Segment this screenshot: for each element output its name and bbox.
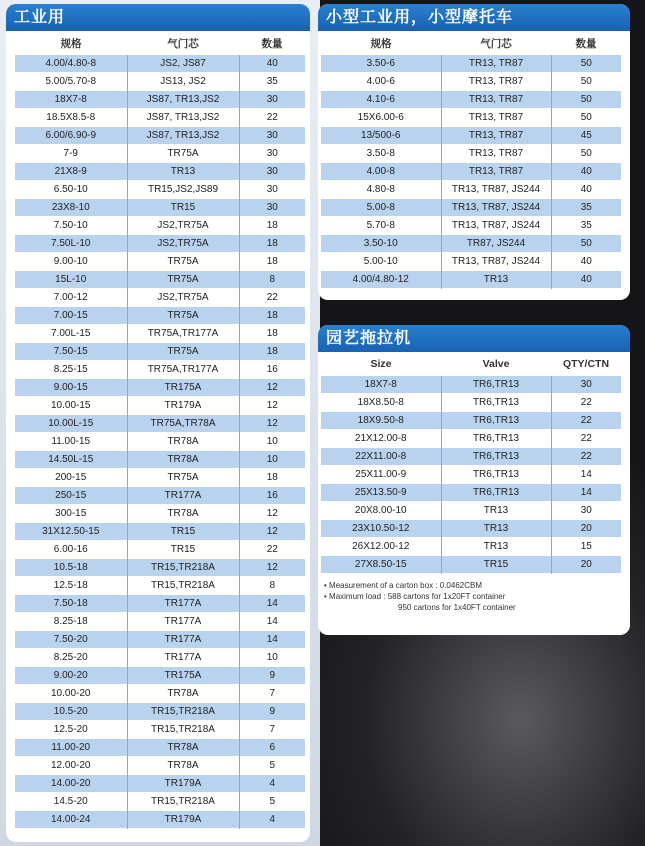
qty-cell: 10	[239, 649, 305, 667]
valve-cell: TR13, TR87, JS244	[441, 217, 551, 235]
qty-cell: 15	[551, 538, 621, 556]
size-cell: 250-15	[15, 487, 127, 505]
qty-cell: 4	[239, 811, 305, 829]
qty-cell: 12	[239, 379, 305, 397]
valve-cell: TR87, JS244	[441, 235, 551, 253]
garden-tractor-title: 园艺拖拉机	[318, 325, 630, 352]
table-row	[15, 613, 305, 631]
size-cell: 7.50L-10	[15, 235, 127, 253]
valve-cell: JS2,TR75A	[127, 289, 239, 307]
size-cell: 6.50-10	[15, 181, 127, 199]
valve-cell: TR15	[441, 556, 551, 574]
size-cell: 5.00/5.70-8	[15, 73, 127, 91]
valve-cell: TR13	[441, 520, 551, 538]
qty-cell: 14	[239, 595, 305, 613]
table-row	[15, 325, 305, 343]
qty-cell: 40	[551, 181, 621, 199]
max-load-note: • Maximum load : 588 cartons for 1x20FT container	[324, 592, 506, 601]
qty-cell: 22	[551, 394, 621, 412]
size-cell: 9.00-15	[15, 379, 127, 397]
qty-cell: 18	[239, 253, 305, 271]
garden-tractor-panel	[318, 325, 630, 635]
table-row	[321, 73, 621, 91]
size-cell: 3.50-6	[321, 55, 441, 73]
industrial-panel	[6, 4, 310, 842]
valve-cell: JS87, TR13,JS2	[127, 127, 239, 145]
col-header-qty: 数量	[261, 37, 283, 50]
qty-cell: 7	[239, 685, 305, 703]
size-cell: 27X8.50-15	[321, 556, 441, 574]
qty-cell: 40	[551, 163, 621, 181]
table-row	[321, 394, 621, 412]
size-cell: 5.00-8	[321, 199, 441, 217]
qty-cell: 8	[239, 271, 305, 289]
qty-cell: 40	[239, 55, 305, 73]
size-cell: 6.00-16	[15, 541, 127, 559]
table-row	[15, 415, 305, 433]
size-cell: 14.00-24	[15, 811, 127, 829]
table-row	[15, 145, 305, 163]
qty-cell: 12	[239, 559, 305, 577]
valve-cell: TR177A	[127, 649, 239, 667]
valve-cell: TR75A	[127, 307, 239, 325]
col-header-valve: Valve	[482, 358, 510, 370]
size-cell: 7-9	[15, 145, 127, 163]
size-cell: 12.5-18	[15, 577, 127, 595]
valve-cell: TR13, TR87, JS244	[441, 199, 551, 217]
table-row	[321, 448, 621, 466]
max-load-note-2: 950 cartons for 1x40FT container	[398, 603, 516, 612]
table-row	[15, 793, 305, 811]
qty-cell: 10	[239, 433, 305, 451]
table-row	[321, 466, 621, 484]
valve-cell: TR179A	[127, 811, 239, 829]
valve-cell: TR75A,TR78A	[127, 415, 239, 433]
qty-cell: 30	[551, 502, 621, 520]
size-cell: 23X10.50-12	[321, 520, 441, 538]
qty-cell: 50	[551, 145, 621, 163]
size-cell: 7.50-18	[15, 595, 127, 613]
table-row	[15, 505, 305, 523]
size-cell: 6.00/6.90-9	[15, 127, 127, 145]
valve-cell: TR6,TR13	[441, 484, 551, 502]
size-cell: 8.25-18	[15, 613, 127, 631]
size-cell: 9.00-10	[15, 253, 127, 271]
table-row	[15, 181, 305, 199]
qty-cell: 20	[551, 556, 621, 574]
size-cell: 13/500-6	[321, 127, 441, 145]
size-cell: 3.50-10	[321, 235, 441, 253]
valve-cell: TR13, TR87	[441, 163, 551, 181]
table-row	[15, 685, 305, 703]
table-row	[15, 163, 305, 181]
qty-cell: 5	[239, 793, 305, 811]
valve-cell: TR13, TR87	[441, 145, 551, 163]
table-row	[15, 559, 305, 577]
table-row	[15, 595, 305, 613]
col-header-size: 规格	[370, 37, 392, 50]
qty-cell: 20	[551, 520, 621, 538]
valve-cell: JS2,TR75A	[127, 217, 239, 235]
qty-cell: 10	[239, 451, 305, 469]
valve-cell: TR177A	[127, 613, 239, 631]
size-cell: 4.00-8	[321, 163, 441, 181]
table-row	[15, 73, 305, 91]
qty-cell: 22	[239, 541, 305, 559]
valve-cell: TR75A	[127, 145, 239, 163]
table-row	[15, 55, 305, 73]
size-cell: 25X13.50-9	[321, 484, 441, 502]
qty-cell: 22	[551, 430, 621, 448]
valve-cell: JS87, TR13,JS2	[127, 91, 239, 109]
qty-cell: 12	[239, 523, 305, 541]
valve-cell: TR75A	[127, 343, 239, 361]
size-cell: 31X12.50-15	[15, 523, 127, 541]
qty-cell: 12	[239, 415, 305, 433]
qty-cell: 7	[239, 721, 305, 739]
size-cell: 7.00-12	[15, 289, 127, 307]
table-row	[15, 109, 305, 127]
carton-measurement-note: • Measurement of a carton box : 0.0462CBM	[324, 581, 482, 590]
valve-cell: TR15,TR218A	[127, 721, 239, 739]
size-cell: 15X6.00-6	[321, 109, 441, 127]
qty-cell: 30	[239, 163, 305, 181]
qty-cell: 22	[239, 109, 305, 127]
qty-cell: 9	[239, 667, 305, 685]
table-row	[15, 649, 305, 667]
table-row	[321, 109, 621, 127]
size-cell: 18X7-8	[321, 376, 441, 394]
garden-header-row	[318, 352, 621, 376]
valve-cell: TR15,JS2,JS89	[127, 181, 239, 199]
size-cell: 14.50L-15	[15, 451, 127, 469]
table-row	[321, 538, 621, 556]
table-row	[321, 235, 621, 253]
col-header-size: 规格	[60, 37, 82, 50]
size-cell: 7.00L-15	[15, 325, 127, 343]
qty-cell: 30	[239, 91, 305, 109]
qty-cell: 18	[239, 235, 305, 253]
table-row	[321, 253, 621, 271]
small-industrial-table	[321, 55, 621, 289]
qty-cell: 50	[551, 235, 621, 253]
size-cell: 12.00-20	[15, 757, 127, 775]
size-cell: 10.00L-15	[15, 415, 127, 433]
table-row	[15, 235, 305, 253]
table-row	[15, 361, 305, 379]
qty-cell: 16	[239, 487, 305, 505]
qty-cell: 40	[551, 271, 621, 289]
table-row	[321, 181, 621, 199]
qty-cell: 14	[239, 613, 305, 631]
qty-cell: 14	[239, 631, 305, 649]
qty-cell: 30	[239, 127, 305, 145]
size-cell: 7.50-20	[15, 631, 127, 649]
industrial-title: 工业用	[6, 4, 310, 31]
size-cell: 9.00-20	[15, 667, 127, 685]
qty-cell: 16	[239, 361, 305, 379]
size-cell: 4.10-6	[321, 91, 441, 109]
qty-cell: 50	[551, 91, 621, 109]
valve-cell: TR175A	[127, 667, 239, 685]
table-row	[15, 487, 305, 505]
industrial-table	[15, 55, 305, 829]
table-row	[15, 271, 305, 289]
size-cell: 10.5-20	[15, 703, 127, 721]
qty-cell: 4	[239, 775, 305, 793]
valve-cell: TR177A	[127, 595, 239, 613]
size-cell: 21X12.00-8	[321, 430, 441, 448]
size-cell: 12.5-20	[15, 721, 127, 739]
valve-cell: TR13, TR87	[441, 127, 551, 145]
size-cell: 22X11.00-8	[321, 448, 441, 466]
table-row	[321, 91, 621, 109]
valve-cell: TR175A	[127, 379, 239, 397]
size-cell: 3.50-8	[321, 145, 441, 163]
valve-cell: TR78A	[127, 451, 239, 469]
valve-cell: TR15	[127, 523, 239, 541]
table-row	[15, 667, 305, 685]
valve-cell: TR15,TR218A	[127, 559, 239, 577]
valve-cell: TR177A	[127, 487, 239, 505]
table-row	[321, 412, 621, 430]
table-row	[15, 523, 305, 541]
valve-cell: TR15,TR218A	[127, 577, 239, 595]
qty-cell: 12	[239, 505, 305, 523]
size-cell: 8.25-20	[15, 649, 127, 667]
table-row	[15, 577, 305, 595]
size-cell: 23X8-10	[15, 199, 127, 217]
valve-cell: TR13	[441, 538, 551, 556]
valve-cell: JS2, JS87	[127, 55, 239, 73]
table-row	[15, 307, 305, 325]
size-cell: 11.00-20	[15, 739, 127, 757]
table-row	[321, 163, 621, 181]
size-cell: 4.00-6	[321, 73, 441, 91]
valve-cell: TR78A	[127, 505, 239, 523]
table-row	[15, 343, 305, 361]
table-row	[15, 379, 305, 397]
size-cell: 10.5-18	[15, 559, 127, 577]
valve-cell: TR15	[127, 541, 239, 559]
small-industrial-title: 小型工业用，小型摩托车	[318, 4, 630, 31]
size-cell: 200-15	[15, 469, 127, 487]
qty-cell: 50	[551, 73, 621, 91]
qty-cell: 9	[239, 703, 305, 721]
size-cell: 18X9.50-8	[321, 412, 441, 430]
size-cell: 4.80-8	[321, 181, 441, 199]
valve-cell: TR13, TR87, JS244	[441, 253, 551, 271]
col-header-valve: 气门芯	[480, 37, 512, 50]
qty-cell: 22	[551, 448, 621, 466]
qty-cell: 12	[239, 397, 305, 415]
valve-cell: TR6,TR13	[441, 448, 551, 466]
size-cell: 8.25-15	[15, 361, 127, 379]
qty-cell: 6	[239, 739, 305, 757]
table-row	[321, 199, 621, 217]
table-row	[15, 469, 305, 487]
valve-cell: TR13	[441, 271, 551, 289]
valve-cell: TR13, TR87	[441, 55, 551, 73]
qty-cell: 8	[239, 577, 305, 595]
table-row	[321, 430, 621, 448]
valve-cell: TR13, TR87	[441, 91, 551, 109]
valve-cell: TR15,TR218A	[127, 703, 239, 721]
table-row	[15, 739, 305, 757]
table-row	[15, 289, 305, 307]
table-row	[15, 199, 305, 217]
garden-tractor-table	[321, 376, 621, 574]
table-row	[15, 433, 305, 451]
valve-cell: TR179A	[127, 397, 239, 415]
qty-cell: 18	[239, 325, 305, 343]
qty-cell: 30	[239, 199, 305, 217]
qty-cell: 40	[551, 253, 621, 271]
size-cell: 5.00-10	[321, 253, 441, 271]
qty-cell: 35	[239, 73, 305, 91]
table-row	[15, 217, 305, 235]
valve-cell: JS87, TR13,JS2	[127, 109, 239, 127]
valve-cell: JS2,TR75A	[127, 235, 239, 253]
table-row	[321, 145, 621, 163]
valve-cell: TR6,TR13	[441, 430, 551, 448]
table-row	[15, 631, 305, 649]
col-header-qty: QTY/CTN	[562, 358, 610, 370]
qty-cell: 14	[551, 466, 621, 484]
size-cell: 18.5X8.5-8	[15, 109, 127, 127]
valve-cell: TR15	[127, 199, 239, 217]
valve-cell: TR6,TR13	[441, 394, 551, 412]
table-row	[321, 127, 621, 145]
valve-cell: TR75A	[127, 271, 239, 289]
table-row	[321, 520, 621, 538]
table-row	[15, 541, 305, 559]
table-row	[321, 271, 621, 289]
qty-cell: 35	[551, 217, 621, 235]
qty-cell: 50	[551, 55, 621, 73]
qty-cell: 30	[551, 376, 621, 394]
valve-cell: TR75A	[127, 253, 239, 271]
valve-cell: TR179A	[127, 775, 239, 793]
size-cell: 4.00/4.80-12	[321, 271, 441, 289]
size-cell: 300-15	[15, 505, 127, 523]
valve-cell: TR78A	[127, 433, 239, 451]
size-cell: 14.5-20	[15, 793, 127, 811]
valve-cell: TR13, TR87, JS244	[441, 181, 551, 199]
valve-cell: TR6,TR13	[441, 466, 551, 484]
valve-cell: TR78A	[127, 757, 239, 775]
table-row	[15, 451, 305, 469]
valve-cell: TR15,TR218A	[127, 793, 239, 811]
size-cell: 14.00-20	[15, 775, 127, 793]
size-cell: 7.50-15	[15, 343, 127, 361]
valve-cell: TR6,TR13	[441, 412, 551, 430]
qty-cell: 45	[551, 127, 621, 145]
valve-cell: TR13, TR87	[441, 109, 551, 127]
size-cell: 26X12.00-12	[321, 538, 441, 556]
table-row	[321, 502, 621, 520]
valve-cell: TR75A,TR177A	[127, 325, 239, 343]
table-row	[15, 775, 305, 793]
size-cell: 5.70-8	[321, 217, 441, 235]
col-header-valve: 气门芯	[167, 37, 199, 50]
qty-cell: 30	[239, 181, 305, 199]
valve-cell: JS13, JS2	[127, 73, 239, 91]
table-row	[15, 757, 305, 775]
size-cell: 18X8.50-8	[321, 394, 441, 412]
size-cell: 18X7-8	[15, 91, 127, 109]
qty-cell: 22	[551, 412, 621, 430]
table-row	[321, 55, 621, 73]
qty-cell: 18	[239, 307, 305, 325]
qty-cell: 22	[239, 289, 305, 307]
table-row	[15, 811, 305, 829]
valve-cell: TR13, TR87	[441, 73, 551, 91]
size-cell: 25X11.00-9	[321, 466, 441, 484]
qty-cell: 18	[239, 469, 305, 487]
valve-cell: TR78A	[127, 739, 239, 757]
qty-cell: 30	[239, 145, 305, 163]
col-header-size: Size	[370, 358, 392, 370]
size-cell: 10.00-20	[15, 685, 127, 703]
size-cell: 10.00-15	[15, 397, 127, 415]
size-cell: 7.00-15	[15, 307, 127, 325]
size-cell: 11.00-15	[15, 433, 127, 451]
qty-cell: 18	[239, 343, 305, 361]
table-row	[15, 703, 305, 721]
qty-cell: 5	[239, 757, 305, 775]
valve-cell: TR13	[441, 502, 551, 520]
table-row	[321, 376, 621, 394]
valve-cell: TR6,TR13	[441, 376, 551, 394]
small-header-row	[318, 31, 621, 55]
size-cell: 21X8-9	[15, 163, 127, 181]
valve-cell: TR75A	[127, 469, 239, 487]
table-row	[15, 127, 305, 145]
table-row	[15, 91, 305, 109]
size-cell: 7.50-10	[15, 217, 127, 235]
valve-cell: TR13	[127, 163, 239, 181]
qty-cell: 35	[551, 199, 621, 217]
qty-cell: 18	[239, 217, 305, 235]
col-header-qty: 数量	[575, 37, 597, 50]
size-cell: 4.00/4.80-8	[15, 55, 127, 73]
packing-notes	[324, 580, 630, 613]
table-row	[15, 397, 305, 415]
size-cell: 15L-10	[15, 271, 127, 289]
small-industrial-panel	[318, 4, 630, 300]
valve-cell: TR75A,TR177A	[127, 361, 239, 379]
table-row	[321, 217, 621, 235]
table-row	[15, 721, 305, 739]
industrial-header-row	[6, 31, 305, 55]
size-cell: 20X8.00-10	[321, 502, 441, 520]
table-row	[15, 253, 305, 271]
valve-cell: TR78A	[127, 685, 239, 703]
table-row	[321, 556, 621, 574]
table-row	[321, 484, 621, 502]
qty-cell: 50	[551, 109, 621, 127]
qty-cell: 14	[551, 484, 621, 502]
valve-cell: TR177A	[127, 631, 239, 649]
